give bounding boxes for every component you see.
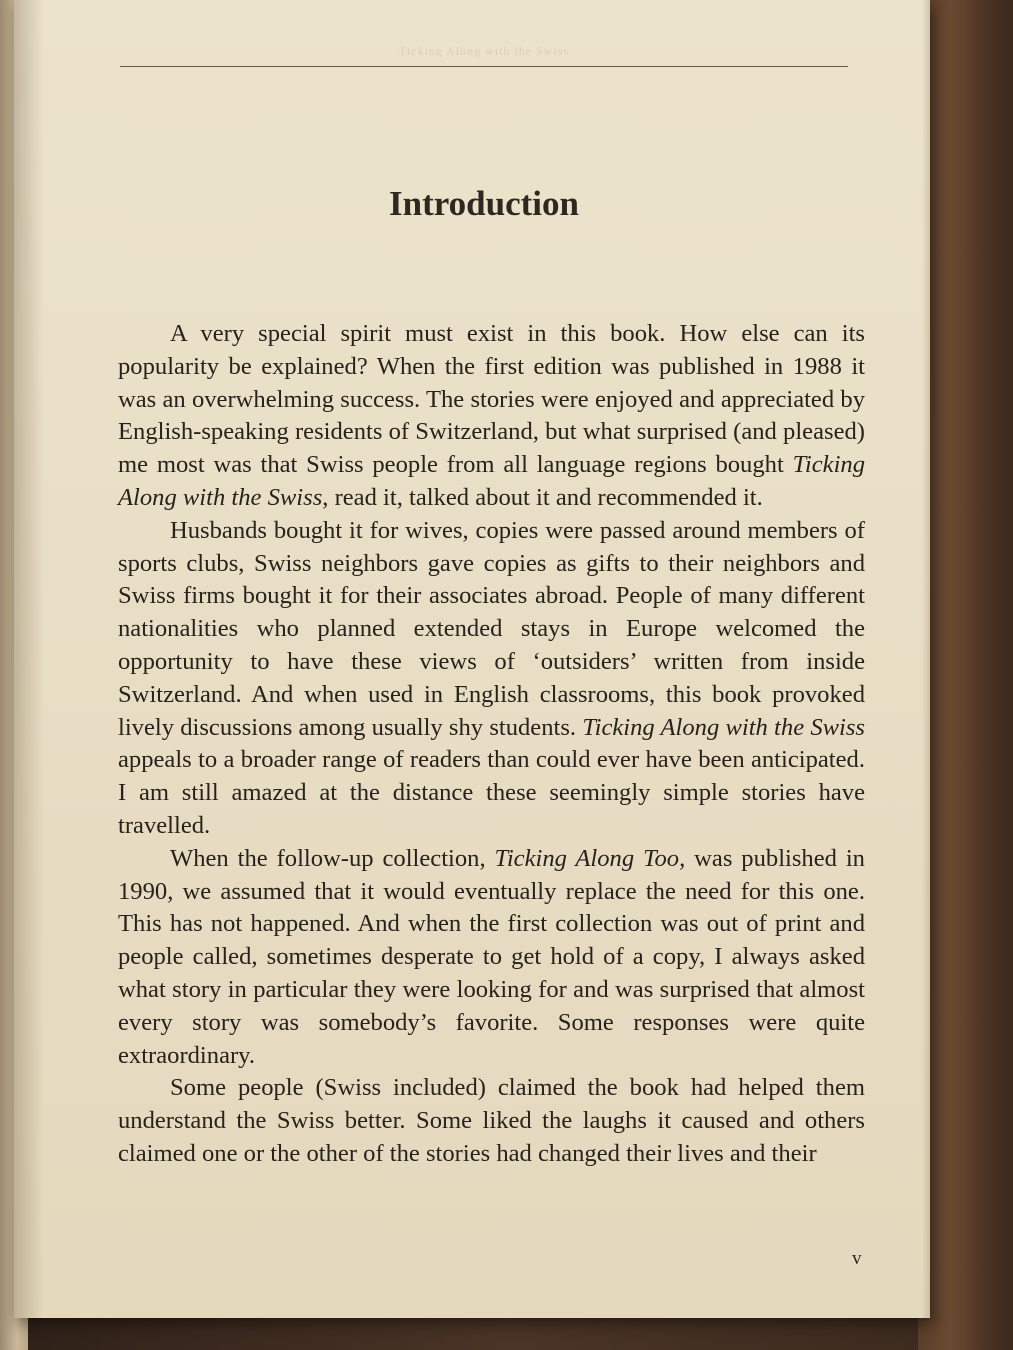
book-page — [14, 0, 930, 1318]
paragraph — [118, 515, 865, 843]
paragraph — [118, 1072, 865, 1170]
text-run: Some people (Swiss included) claimed the book had helped them understand the Swiss better. Some liked the laughs it caused and others claimed one or the other of the stories had changed their lives and their — [118, 1074, 865, 1167]
text-run: Husbands bought it for wives, copies were passed around members of sports clubs, Swiss neighbors gave copies as gifts to their neighbors and Swiss firms bought it for their associates abroad. People of many different nationalities who planned extended stays in Europe welcomed the opportunity to have these views of ‘outsiders’ written from inside Switzerland. And when used in English classrooms, this book provoked lively discussions among usually shy students. — [118, 516, 865, 741]
book-title-italic: Ticking Along with the Swiss — [582, 713, 866, 741]
text-run: was published in 1990, we assumed that it would eventually replace the need for this one. This has not happened. And when the first collection was out of print and people called, sometimes desperate to get hold of a copy, I always asked what story in particular they were looking for and was surprised that almost every story was somebody’s favorite. Some responses were quite extraordinary. — [118, 844, 865, 1069]
paragraph — [118, 318, 865, 515]
page-title: Introduction — [389, 184, 579, 223]
text-run: When the follow-up collection, — [170, 844, 495, 872]
paragraph — [118, 843, 865, 1073]
page-edge — [922, 0, 930, 1318]
text-run: A very special spirit must exist in this book. How else can its popularity be explained? When the first edition was published in 1988 it was an overwhelming success. The stories were enjoyed and appreciated by English-speaking residents of Switzerland, but what surprised (and pleased) me most was that Swiss people from all language regions bought — [118, 320, 865, 479]
book-title-italic: Ticking Along with the Swiss — [118, 451, 865, 511]
text-run: appeals to a broader range of readers than could ever have been anticipated. I am still amazed at the distance these seemingly simple stories have travelled. — [118, 746, 865, 839]
header-rule — [120, 66, 848, 67]
wooden-surface — [918, 0, 1013, 1350]
body-text — [118, 318, 865, 1171]
gutter-shadow — [14, 0, 44, 1318]
running-head-show-through: Ticking Along with the Swiss — [398, 44, 570, 58]
text-run: , read it, talked about it and recommended it. — [322, 483, 763, 511]
book-title-italic: Ticking Along Too, — [494, 844, 686, 872]
page-number: v — [852, 1248, 862, 1269]
